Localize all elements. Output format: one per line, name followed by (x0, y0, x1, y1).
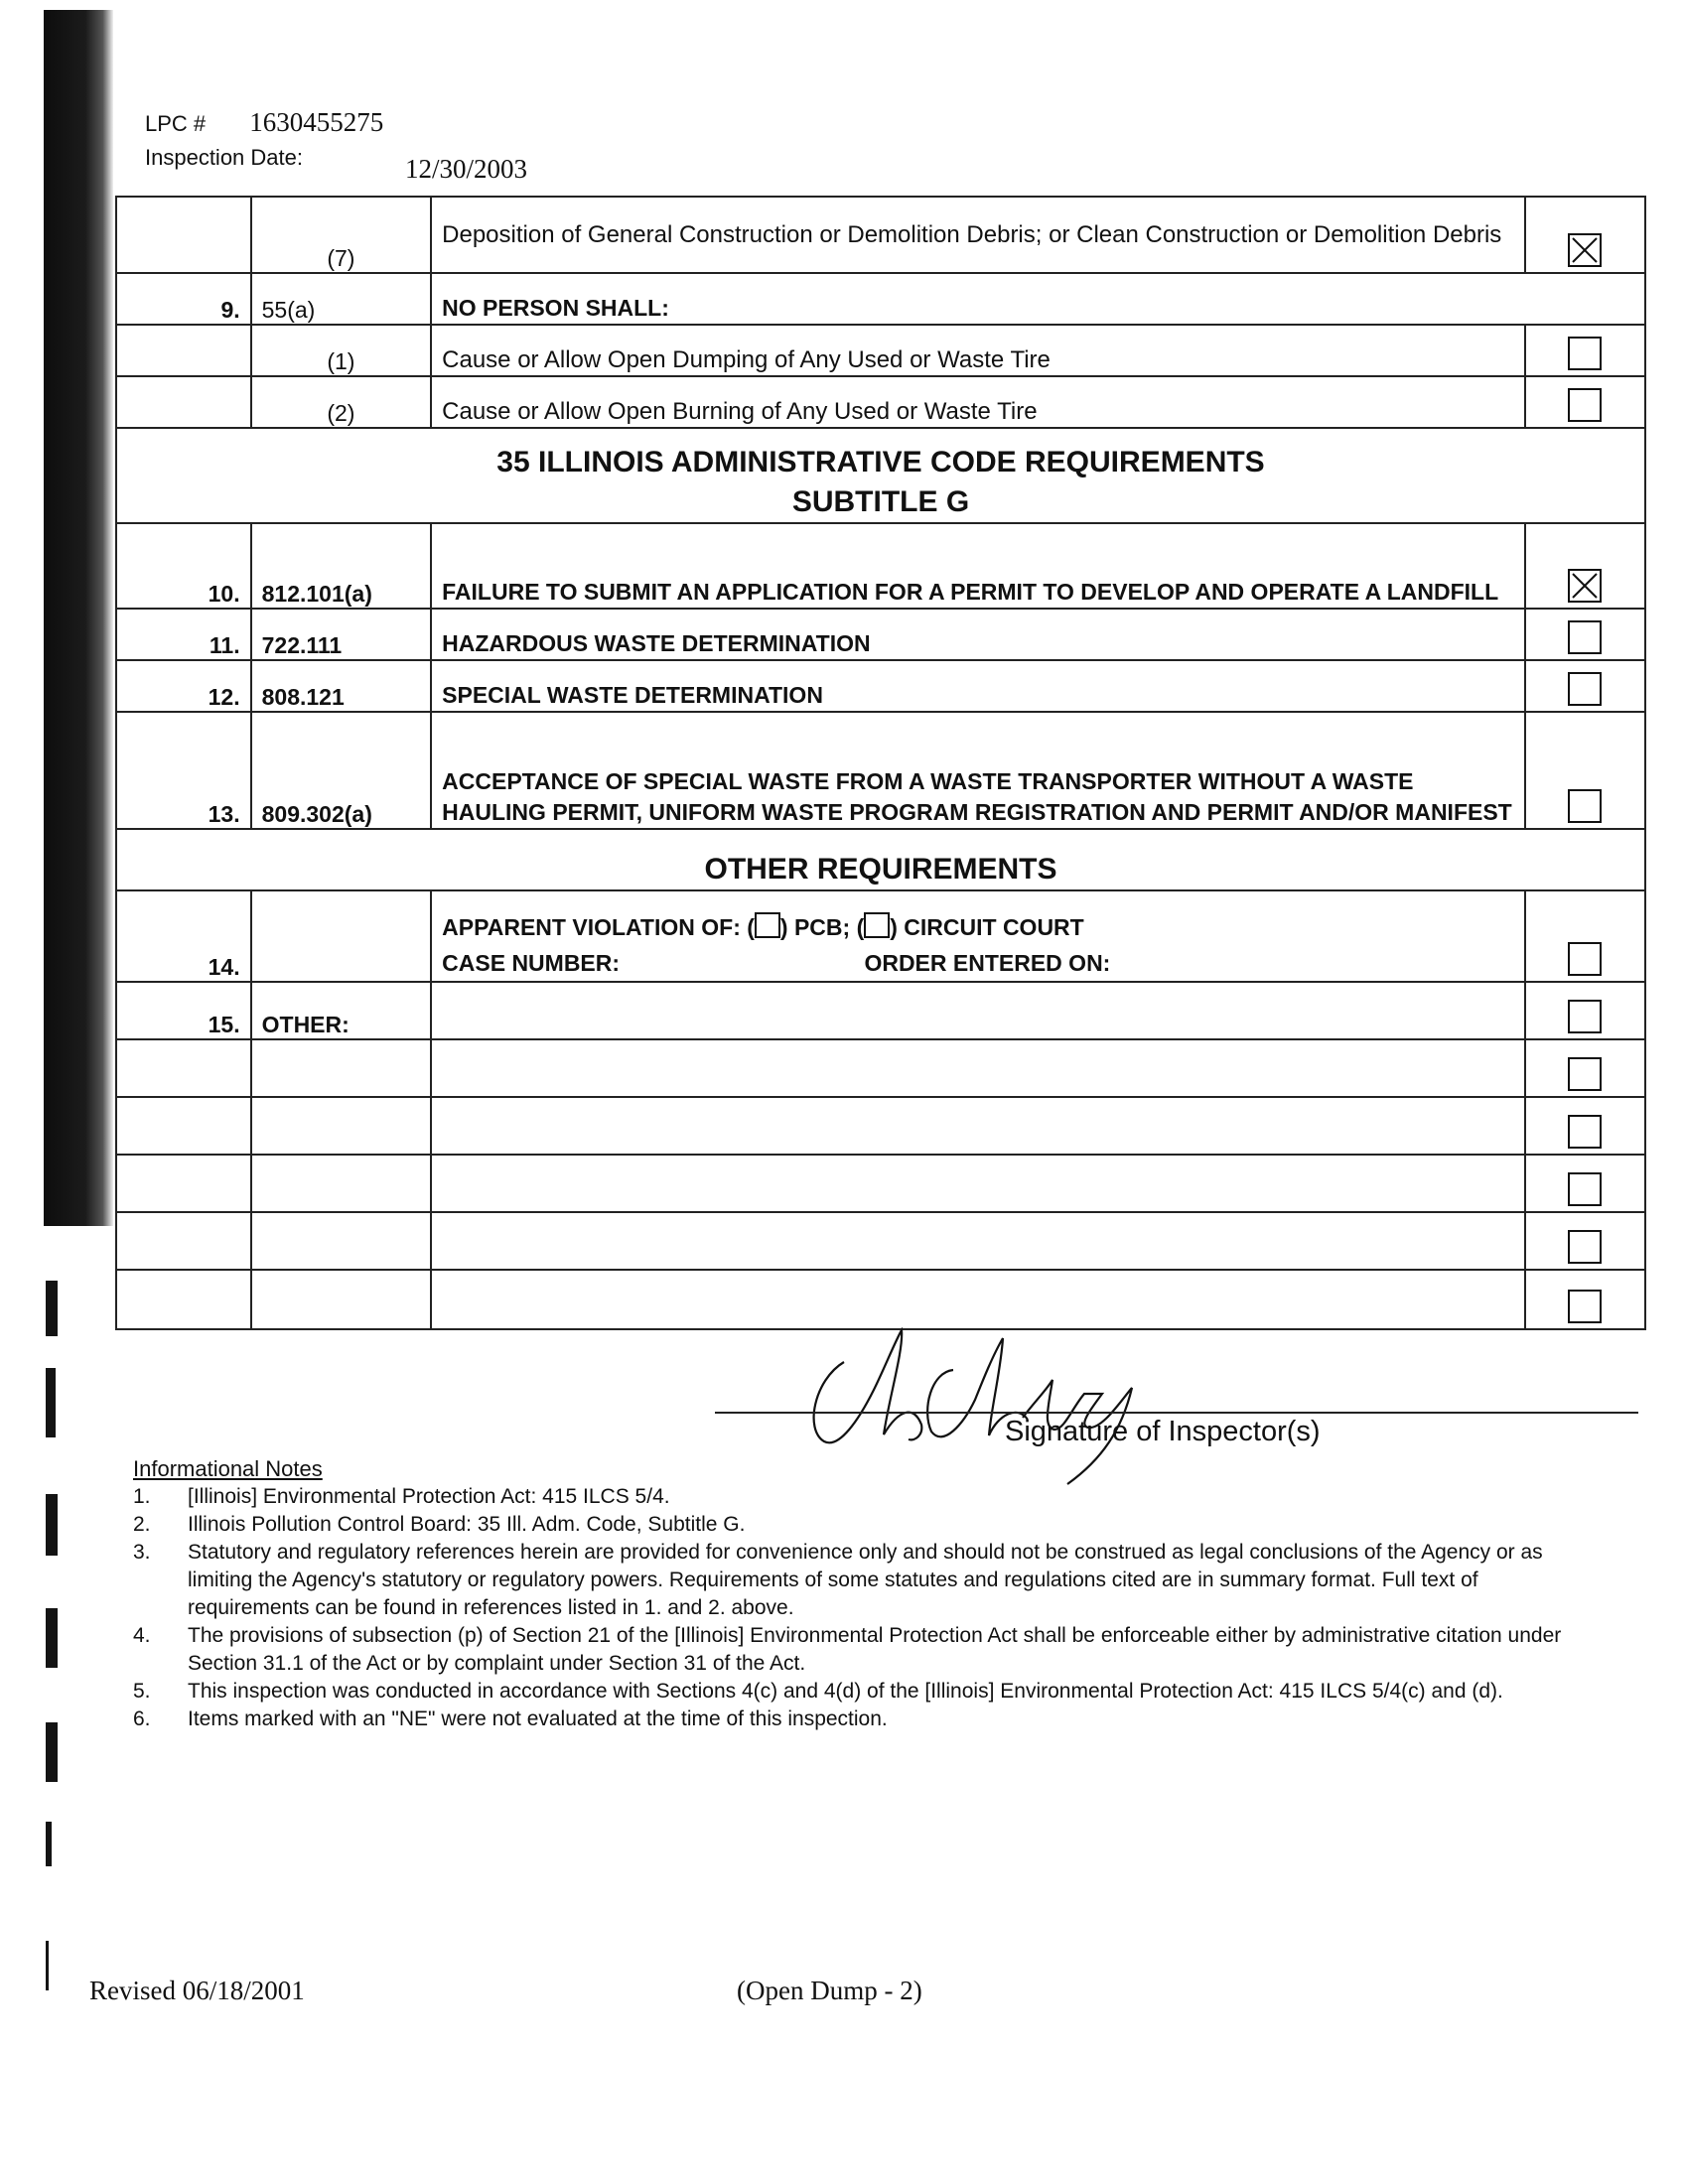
circuit-court-label: ) CIRCUIT COURT (890, 914, 1084, 940)
checkbox[interactable] (1568, 1230, 1602, 1264)
checkbox[interactable] (1568, 337, 1602, 370)
other-entry[interactable] (431, 1097, 1525, 1155)
checkbox[interactable] (1568, 942, 1602, 976)
table-row (116, 1097, 1645, 1155)
pcb-checkbox[interactable] (755, 912, 780, 938)
table-row (116, 890, 1645, 982)
requirements-table (115, 196, 1646, 1330)
item-number: 13. (116, 712, 251, 829)
table-row (116, 1212, 1645, 1270)
other-entry[interactable] (431, 1039, 1525, 1097)
item-description: HAZARDOUS WASTE DETERMINATION (431, 609, 1525, 660)
item-reference: (1) (251, 325, 432, 376)
scan-mark (46, 1281, 58, 1336)
item-reference: 809.302(a) (251, 712, 432, 829)
item-number: 9. (116, 273, 251, 325)
checkbox[interactable] (1568, 1290, 1602, 1323)
checkbox[interactable] (1568, 672, 1602, 706)
item-check-cell (1525, 660, 1645, 712)
lpc-value: 1630455275 (249, 107, 384, 137)
item-reference: 722.111 (251, 609, 432, 660)
checkbox-checked[interactable] (1568, 569, 1602, 603)
table-row (116, 273, 1645, 325)
section-header-row (116, 428, 1645, 523)
item-reference: 55(a) (251, 273, 432, 325)
scan-mark (46, 1822, 52, 1866)
table-row (116, 325, 1645, 376)
inspection-date-label: Inspection Date: (145, 145, 303, 170)
note-item: 2. Illinois Pollution Control Board: 35 Ill. Adm. Code, Subtitle G. (133, 1513, 746, 1536)
item-check-cell (1525, 197, 1645, 273)
page-label: (Open Dump - 2) (737, 1976, 922, 2005)
checkbox[interactable] (1568, 388, 1602, 422)
scan-mark (46, 1368, 56, 1437)
note-item: 1. [Illinois] Environmental Protection Act: 415 ILCS 5/4. (133, 1485, 670, 1508)
section-subtitle: SUBTITLE G (791, 485, 970, 518)
check-x-icon (1570, 235, 1600, 265)
item-description: Cause or Allow Open Burning of Any Used or Waste Tire (431, 376, 1525, 428)
lpc-label: LPC # (145, 111, 207, 136)
checkbox[interactable] (1568, 1172, 1602, 1206)
item-number: 10. (116, 523, 251, 609)
scan-mark (46, 1722, 58, 1782)
section-title: 35 ILLINOIS ADMINISTRATIVE CODE REQUIREMENTS (496, 446, 1265, 478)
pcb-label: ) PCB; ( (779, 914, 865, 940)
item-reference: 808.121 (251, 660, 432, 712)
section-header-other: OTHER REQUIREMENTS (116, 829, 1645, 890)
checkbox[interactable] (1568, 789, 1602, 823)
item-check-cell (1525, 609, 1645, 660)
item-check-cell (1525, 376, 1645, 428)
checkbox[interactable] (1568, 1115, 1602, 1149)
table-row (116, 609, 1645, 660)
checkbox-checked[interactable] (1568, 233, 1602, 267)
scan-edge-shadow (44, 10, 113, 1226)
item-reference: (7) (251, 197, 432, 273)
inspection-date-value: 12/30/2003 (405, 154, 528, 184)
revised-date: Revised 06/18/2001 (89, 1976, 305, 2005)
item-check-cell (1525, 890, 1645, 982)
scan-mark (46, 1941, 49, 1990)
scan-mark (46, 1608, 58, 1668)
other-entry[interactable] (431, 1212, 1525, 1270)
item-check-cell (1525, 982, 1645, 1039)
circuit-court-checkbox[interactable] (864, 912, 890, 938)
table-row (116, 523, 1645, 609)
table-row (116, 712, 1645, 829)
checkbox[interactable] (1568, 620, 1602, 654)
other-entry[interactable] (431, 982, 1525, 1039)
table-row (116, 1039, 1645, 1097)
lpc-line (145, 107, 383, 138)
scan-mark (46, 1494, 58, 1556)
case-number-label: CASE NUMBER: (442, 950, 621, 976)
section-header-row (116, 829, 1645, 890)
item-check-cell (1525, 712, 1645, 829)
notes-title: Informational Notes (133, 1456, 323, 1481)
check-x-icon (1570, 571, 1600, 601)
note-item: 5. This inspection was conducted in accordance with Sections 4(c) and 4(d) of the [Illinois] Environmental Protection Act: 415 ILCS 5/4(c) and (d). (133, 1680, 1503, 1703)
order-entered-label: ORDER ENTERED ON: (864, 950, 1111, 976)
note-item: 3. Statutory and regulatory references herein are provided for convenience only and should not be construed as legal conclusions of the Agency or as limiting the Agency's statutory or regulatory powers. Requirements of some statutes and regulations cited are in summary format. Full text of requirements can be found in references listed in 1. and 2. above. (133, 1541, 1543, 1619)
checkbox[interactable] (1568, 1057, 1602, 1091)
table-row (116, 376, 1645, 428)
item-reference: OTHER: (251, 982, 432, 1039)
item-description: SPECIAL WASTE DETERMINATION (431, 660, 1525, 712)
table-row (116, 1155, 1645, 1212)
checkbox[interactable] (1568, 1000, 1602, 1033)
item-reference: 812.101(a) (251, 523, 432, 609)
informational-notes (133, 1455, 1583, 1733)
item-description: NO PERSON SHALL: (431, 273, 1645, 325)
note-item: 4. The provisions of subsection (p) of Section 21 of the [Illinois] Environmental Protection Act shall be enforceable either by administrative citation under Section 31.1 of the Act or by complaint under Section 31 of the Act. (133, 1624, 1562, 1675)
item-number (116, 376, 251, 428)
item-description: Cause or Allow Open Dumping of Any Used or Waste Tire (431, 325, 1525, 376)
item-number (116, 197, 251, 273)
notes-list (133, 1483, 1583, 1733)
apparent-violation-cell (431, 890, 1525, 982)
item-number (116, 325, 251, 376)
item-number: 12. (116, 660, 251, 712)
signature-line (715, 1412, 1638, 1414)
apparent-violation-label: APPARENT VIOLATION OF: ( (442, 914, 755, 940)
item-reference: (2) (251, 376, 432, 428)
section-header-iac (116, 428, 1645, 523)
inspection-date-line (145, 145, 303, 171)
item-number: 15. (116, 982, 251, 1039)
note-item: 6. Items marked with an "NE" were not evaluated at the time of this inspection. (133, 1707, 888, 1730)
item-description: Deposition of General Construction or Demolition Debris; or Clean Construction or Demolition Debris (431, 197, 1525, 273)
inspection-date (405, 154, 527, 185)
item-description: FAILURE TO SUBMIT AN APPLICATION FOR A PERMIT TO DEVELOP AND OPERATE A LANDFILL (431, 523, 1525, 609)
item-number: 11. (116, 609, 251, 660)
item-check-cell (1525, 325, 1645, 376)
item-number: 14. (116, 890, 251, 982)
table-row (116, 982, 1645, 1039)
table-row (116, 197, 1645, 273)
other-entry[interactable] (431, 1155, 1525, 1212)
signature-label: Signature of Inspector(s) (1005, 1416, 1321, 1447)
table-row (116, 660, 1645, 712)
item-check-cell (1525, 523, 1645, 609)
item-description: ACCEPTANCE OF SPECIAL WASTE FROM A WASTE TRANSPORTER WITHOUT A WASTE HAULING PERMIT, UNIFORM WASTE PROGRAM REGISTRATION AND PERMIT AND/OR MANIFEST (431, 712, 1525, 829)
